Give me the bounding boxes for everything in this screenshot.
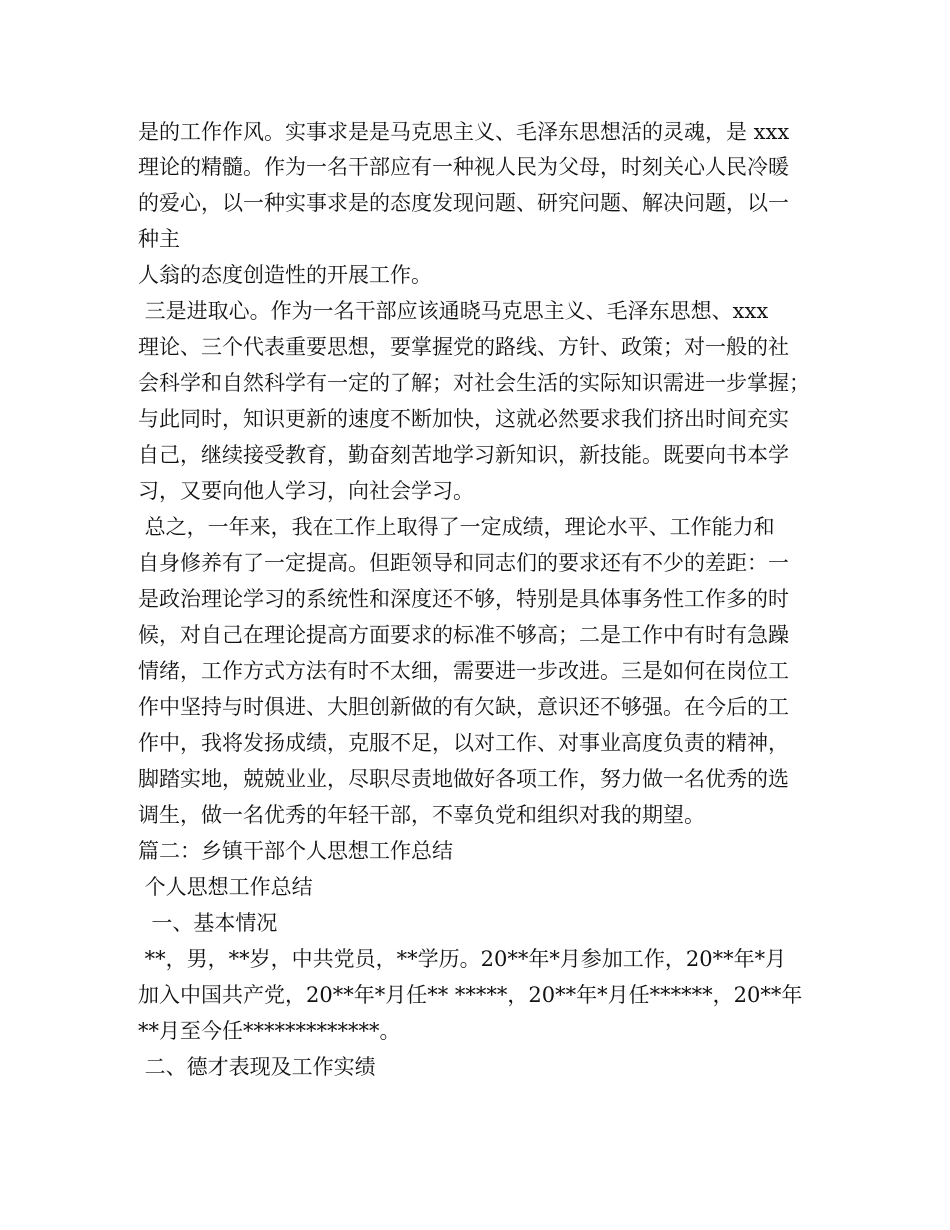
text-line: 候，对自己在理论提高方面要求的标准不够高；二是工作中有时有急躁: [138, 623, 789, 647]
text-line: **，男，**岁，中共党员，**学历。20**年*月参加工作，20**年*月: [138, 947, 787, 971]
subsection-heading: 二、德才表现及工作实绩: [138, 1055, 376, 1079]
text-line: 习，又要向他人学习，向社会学习。: [138, 479, 474, 503]
text-line: 是的工作作风。实事求是是马克思主义、毛泽东思想活的灵魂，是 xxx: [138, 120, 790, 144]
text-line: 的爱心，以一种实事求是的态度发现问题、研究问题、解决问题，以一: [138, 191, 789, 215]
text-line: 与此同时，知识更新的速度不断加快，这就必然要求我们挤出时间充实: [138, 407, 789, 431]
text-line: 是政治理论学习的系统性和深度还不够，特别是具体事务性工作多的时: [138, 587, 789, 611]
text-line: 理论的精髓。作为一名干部应有一种视人民为父母，时刻关心人民冷暖: [138, 155, 789, 179]
text-line: 脚踏实地，兢兢业业，尽职尽责地做好各项工作，努力做一名优秀的选: [138, 767, 789, 791]
text-line: 人翁的态度创造性的开展工作。: [138, 263, 432, 287]
text-line: 自身修养有了一定提高。但距领导和同志们的要求还有不少的差距：一: [138, 551, 789, 575]
section-heading: 篇二：乡镇干部个人思想工作总结: [138, 839, 453, 863]
text-line: 自己，继续接受教育，勤奋刻苦地学习新知识，新技能。既要向书本学: [138, 443, 789, 467]
text-line: 情绪，工作方式方法有时不太细，需要进一步改进。三是如何在岗位工: [138, 659, 789, 683]
text-line: 理论、三个代表重要思想，要掌握党的路线、方针、政策；对一般的社: [138, 335, 789, 359]
text-line: 调生，做一名优秀的年轻干部，不辜负党和组织对我的期望。: [138, 803, 705, 827]
text-line: 作中坚持与时俱进、大胆创新做的有欠缺，意识还不够强。在今后的工: [138, 695, 789, 719]
text-line: 种主: [138, 227, 180, 251]
subsection-heading: 一、基本情况: [138, 911, 278, 935]
text-line: 作中，我将发扬成绩，克服不足，以对工作、对事业高度负责的精神，: [138, 731, 789, 755]
text-line: **月至今任*************。: [138, 1019, 401, 1043]
text-line: 会科学和自然科学有一定的了解；对社会生活的实际知识需进一步掌握；: [138, 371, 810, 395]
section-title: 个人思想工作总结: [138, 875, 313, 899]
text-line: 总之，一年来，我在工作上取得了一定成绩，理论水平、工作能力和: [138, 515, 775, 539]
text-line: 加入中国共产党，20**年*月任** *****，20**年*月任******，20**年: [138, 983, 803, 1007]
text-line: 三是进取心。作为一名干部应该通晓马克思主义、毛泽东思想、xxx: [138, 299, 769, 323]
